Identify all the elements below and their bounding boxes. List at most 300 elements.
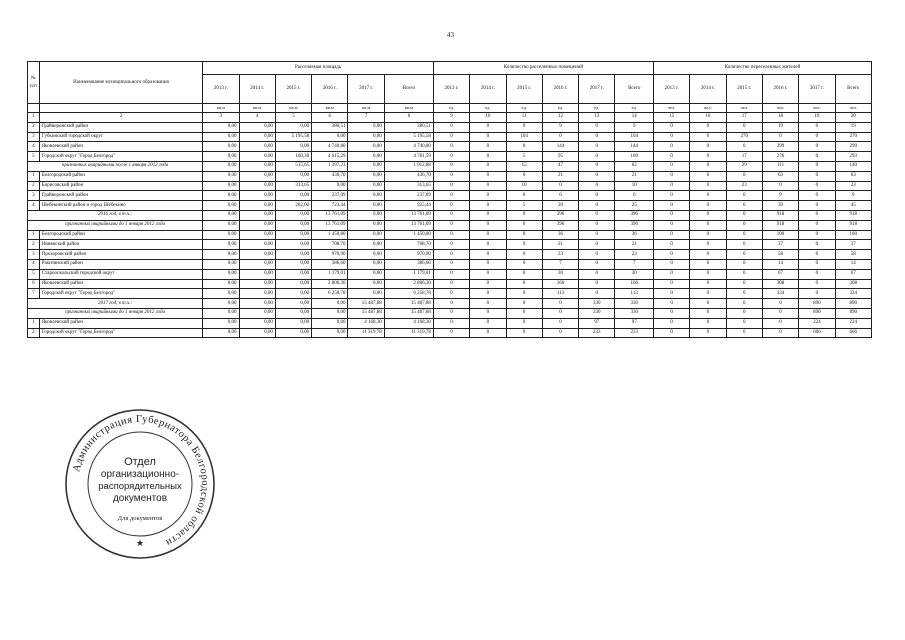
value-cell: 13 761,09 <box>384 220 433 230</box>
row-number: 1 <box>28 171 40 181</box>
year-header: Всего <box>835 75 872 104</box>
value-cell: 21 <box>615 171 653 181</box>
unit-label: чел. <box>799 104 835 113</box>
column-number: 8 <box>384 113 433 123</box>
municipality-name: Белгородский район <box>39 171 202 181</box>
unit-label: кв.м <box>239 104 275 113</box>
value-cell: 0,00 <box>239 122 275 132</box>
value-cell: 0 <box>690 318 726 328</box>
row-number: 2 <box>28 181 40 191</box>
value-cell: 0,00 <box>239 230 275 240</box>
row-number: 3 <box>28 250 40 260</box>
value-cell: 6 <box>542 191 578 201</box>
value-cell: 0,00 <box>312 308 348 318</box>
value-cell: 0 <box>690 308 726 318</box>
unit-label: чел. <box>690 104 726 113</box>
municipality-name: Яковлевский район <box>39 279 202 289</box>
value-cell: 0 <box>799 240 835 250</box>
value-cell: 0 <box>799 171 835 181</box>
value-cell: 6 258,78 <box>384 289 433 299</box>
table-row <box>28 152 872 162</box>
value-cell: 0,00 <box>239 142 275 152</box>
column-number: 13 <box>579 113 615 123</box>
value-cell: 4 740,80 <box>312 142 348 152</box>
year-header: 2014 г. <box>239 75 275 104</box>
value-cell: 1 179,01 <box>312 269 348 279</box>
unit-label: ед. <box>470 104 506 113</box>
value-cell: 113 <box>542 289 578 299</box>
value-cell: 4 781,59 <box>384 152 433 162</box>
value-cell: 0,00 <box>312 181 348 191</box>
table-row <box>28 171 872 181</box>
value-cell: 330 <box>579 299 615 309</box>
value-cell: 224 <box>835 318 872 328</box>
value-cell: 30 <box>615 269 653 279</box>
value-cell: 0,00 <box>275 308 311 318</box>
value-cell: 97 <box>579 318 615 328</box>
table-row <box>28 122 872 132</box>
value-cell: 202,00 <box>275 201 311 211</box>
row-number: 6 <box>28 279 40 289</box>
unit-label: чел. <box>762 104 798 113</box>
value-cell: 0,00 <box>203 152 239 162</box>
value-cell: 0 <box>579 152 615 162</box>
value-cell: 0 <box>506 230 542 240</box>
value-cell: 62 <box>615 161 653 171</box>
municipality-name: Старооскольский городской округ <box>39 269 202 279</box>
municipality-name: Городской округ "Город Белгород" <box>39 328 202 338</box>
value-cell: 0 <box>506 171 542 181</box>
value-cell: 0 <box>653 289 689 299</box>
value-cell: 100 <box>615 152 653 162</box>
column-number: 3 <box>203 113 239 123</box>
value-cell: 0 <box>433 240 469 250</box>
value-cell: 0 <box>579 161 615 171</box>
value-cell: 0,00 <box>348 230 384 240</box>
value-cell: 0,00 <box>275 318 311 328</box>
value-cell: 15 487,88 <box>384 299 433 309</box>
value-cell: 0,00 <box>239 132 275 142</box>
value-cell: 0 <box>433 181 469 191</box>
year-header: 2015 г. <box>506 75 542 104</box>
value-cell: 436,70 <box>312 171 348 181</box>
value-cell: 5 195,58 <box>275 132 311 142</box>
units-header-row <box>28 104 872 113</box>
value-cell: 0,00 <box>239 259 275 269</box>
value-cell: 0,00 <box>348 201 384 211</box>
value-cell: 4 168,30 <box>348 318 384 328</box>
year-header: 2013 г. <box>433 75 469 104</box>
value-cell: 0 <box>690 289 726 299</box>
value-cell: 0 <box>470 181 506 191</box>
value-cell: 0 <box>542 132 578 142</box>
value-cell: 0 <box>542 181 578 191</box>
value-cell: 0,00 <box>312 132 348 142</box>
unit-label: ед. <box>542 104 578 113</box>
value-cell: 0 <box>579 171 615 181</box>
value-cell: 0 <box>433 142 469 152</box>
value-cell: 0 <box>470 220 506 230</box>
value-cell: 0 <box>470 269 506 279</box>
value-cell: 0 <box>690 259 726 269</box>
value-cell: 0 <box>799 181 835 191</box>
value-cell: 1 450,80 <box>312 230 348 240</box>
value-cell: 0 <box>506 250 542 260</box>
value-cell: 37 <box>835 240 872 250</box>
value-cell: 0 <box>690 191 726 201</box>
value-cell: 0 <box>470 240 506 250</box>
table-row <box>28 132 872 142</box>
column-number: 9 <box>433 113 469 123</box>
municipality-name: Грайворонский район <box>39 122 202 132</box>
unit-label: ед. <box>615 104 653 113</box>
value-cell: 0,00 <box>203 132 239 142</box>
value-cell: 0 <box>506 318 542 328</box>
office-stamp <box>60 404 220 564</box>
value-cell: 29 <box>726 161 762 171</box>
value-cell: 0 <box>690 269 726 279</box>
value-cell: 0 <box>506 299 542 309</box>
stamp-line-4: документов <box>112 493 168 504</box>
value-cell: 0 <box>470 230 506 240</box>
value-cell: 0,00 <box>203 240 239 250</box>
value-cell: 0 <box>470 210 506 220</box>
section-row <box>28 220 872 230</box>
row-number: 7 <box>28 289 40 299</box>
value-cell: 0,00 <box>203 191 239 201</box>
column-number: 17 <box>726 113 762 123</box>
value-cell: 0 <box>799 161 835 171</box>
value-cell: 330 <box>615 308 653 318</box>
value-cell: 0 <box>726 279 762 289</box>
value-cell: 0,00 <box>348 132 384 142</box>
value-cell: 0 <box>690 152 726 162</box>
value-cell: 0,00 <box>239 269 275 279</box>
value-cell: 0,00 <box>275 191 311 201</box>
value-cell: 237,09 <box>312 191 348 201</box>
value-cell: 9 <box>542 122 578 132</box>
value-cell: 0 <box>653 201 689 211</box>
value-cell: 233 <box>615 328 653 338</box>
value-cell: 10 <box>506 181 542 191</box>
value-cell: 0,00 <box>348 161 384 171</box>
value-cell: 0 <box>470 279 506 289</box>
table-row <box>28 279 872 289</box>
value-cell: 111 <box>762 161 798 171</box>
value-cell: 918 <box>762 220 798 230</box>
stamp-line-5: Для документов <box>117 515 163 522</box>
section-label: признанных аварийными после 1 января 2012 года <box>28 161 203 171</box>
value-cell: 14 <box>762 259 798 269</box>
value-cell: 0 <box>653 279 689 289</box>
section-row <box>28 210 872 220</box>
column-number: 12 <box>542 113 578 123</box>
value-cell: 0 <box>506 289 542 299</box>
value-cell: 140 <box>835 161 872 171</box>
table-row <box>28 201 872 211</box>
value-cell: 15 <box>506 161 542 171</box>
value-cell: 0 <box>726 318 762 328</box>
value-cell: 4 740,80 <box>384 142 433 152</box>
value-cell: 0 <box>470 289 506 299</box>
table-row <box>28 191 872 201</box>
value-cell: 67 <box>835 269 872 279</box>
value-cell: 396 <box>542 210 578 220</box>
year-header: 2015 г. <box>275 75 311 104</box>
value-cell: 0,00 <box>239 299 275 309</box>
value-cell: 0 <box>653 230 689 240</box>
value-cell: 708,70 <box>312 240 348 250</box>
value-cell: 0,00 <box>239 250 275 260</box>
value-cell: 0,00 <box>239 152 275 162</box>
value-cell: 0 <box>653 299 689 309</box>
value-cell: 23 <box>835 181 872 191</box>
value-cell: 0 <box>799 142 835 152</box>
value-cell: 0,00 <box>203 250 239 260</box>
stamp-star-icon: ★ <box>135 538 145 548</box>
value-cell: 0 <box>653 269 689 279</box>
value-cell: 9 <box>835 191 872 201</box>
value-cell: 233 <box>579 328 615 338</box>
value-cell: 0,00 <box>348 220 384 230</box>
value-cell: 0 <box>470 142 506 152</box>
value-cell: 0 <box>726 240 762 250</box>
value-cell: 0,00 <box>312 299 348 309</box>
value-cell: 0,00 <box>203 220 239 230</box>
municipality-name: Прохоровский район <box>39 250 202 260</box>
value-cell: 39 <box>762 201 798 211</box>
value-cell: 0 <box>433 230 469 240</box>
value-cell: 0 <box>579 181 615 191</box>
value-cell: 0 <box>726 142 762 152</box>
municipality-name: Городской округ "Город Белгород" <box>39 289 202 299</box>
value-cell: 5 <box>506 152 542 162</box>
value-cell: 11 319,78 <box>348 328 384 338</box>
unit-label: чел. <box>726 104 762 113</box>
value-cell: 0 <box>542 299 578 309</box>
column-number: 10 <box>470 113 506 123</box>
value-cell: 58 <box>835 250 872 260</box>
municipality-name: Белгородский район <box>39 230 202 240</box>
value-cell: 0 <box>579 142 615 152</box>
value-cell: 0 <box>690 122 726 132</box>
value-cell: 100 <box>835 230 872 240</box>
value-cell: 0 <box>579 220 615 230</box>
value-cell: 0 <box>470 132 506 142</box>
value-cell: 0,00 <box>239 308 275 318</box>
value-cell: 0,00 <box>275 269 311 279</box>
value-cell: 0,00 <box>348 152 384 162</box>
value-cell: 0 <box>579 230 615 240</box>
value-cell: 63 <box>762 171 798 181</box>
value-cell: 1 450,80 <box>384 230 433 240</box>
value-cell: 0 <box>653 122 689 132</box>
value-cell: 918 <box>835 220 872 230</box>
value-cell: 0 <box>653 328 689 338</box>
value-cell: 0 <box>470 152 506 162</box>
value-cell: 0 <box>506 308 542 318</box>
value-cell: 0 <box>799 250 835 260</box>
municipality-name: Ракитянский район <box>39 259 202 269</box>
value-cell: 0,00 <box>348 122 384 132</box>
value-cell: 11 319,78 <box>384 328 433 338</box>
value-cell: 0 <box>653 259 689 269</box>
value-cell: 4 168,30 <box>384 318 433 328</box>
value-cell: 0,00 <box>239 201 275 211</box>
value-cell: 0 <box>762 308 798 318</box>
units-blank <box>39 104 202 113</box>
value-cell: 970,90 <box>312 250 348 260</box>
value-cell: 925,44 <box>384 201 433 211</box>
value-cell: 0 <box>799 259 835 269</box>
value-cell: 0 <box>579 122 615 132</box>
value-cell: 276 <box>762 152 798 162</box>
value-cell: 0,00 <box>203 299 239 309</box>
value-cell: 515,65 <box>275 161 311 171</box>
value-cell: 723,44 <box>312 201 348 211</box>
value-cell: 0,00 <box>239 220 275 230</box>
value-cell: 890 <box>835 308 872 318</box>
section-label: признанных аварийными до 1 января 2012 года <box>28 308 203 318</box>
value-cell: 4 615,29 <box>312 152 348 162</box>
value-cell: 0,00 <box>312 318 348 328</box>
stamp-line-2: организационно- <box>100 469 180 480</box>
value-cell: 0 <box>470 122 506 132</box>
value-cell: 5 <box>506 201 542 211</box>
value-cell: 396 <box>615 210 653 220</box>
municipality-name: Шебекинский район и город Шебекино <box>39 201 202 211</box>
year-header: 2016 г. <box>312 75 348 104</box>
value-cell: 0,00 <box>348 259 384 269</box>
value-cell: 0,00 <box>348 210 384 220</box>
value-cell: 45 <box>835 201 872 211</box>
value-cell: 0 <box>470 201 506 211</box>
unit-label: кв.м <box>312 104 348 113</box>
value-cell: 386,60 <box>384 259 433 269</box>
value-cell: 0,00 <box>203 122 239 132</box>
table-row <box>28 230 872 240</box>
value-cell: 0,00 <box>239 181 275 191</box>
year-header: 2013 г. <box>203 75 239 104</box>
value-cell: 0 <box>470 318 506 328</box>
value-cell: 0 <box>690 171 726 181</box>
value-cell: 0 <box>799 210 835 220</box>
row-number: 2 <box>28 240 40 250</box>
value-cell: 0 <box>799 152 835 162</box>
value-cell: 0,00 <box>203 308 239 318</box>
municipality-name: Яковлевский район <box>39 318 202 328</box>
value-cell: 0,00 <box>348 240 384 250</box>
value-cell: 0 <box>690 142 726 152</box>
value-cell: 0 <box>690 161 726 171</box>
value-cell: 0 <box>690 250 726 260</box>
table-row <box>28 259 872 269</box>
value-cell: 0 <box>579 289 615 299</box>
municipality-name: Ивнянский район <box>39 240 202 250</box>
value-cell: 0,00 <box>275 299 311 309</box>
value-cell: 0,00 <box>239 240 275 250</box>
value-cell: 237,09 <box>384 191 433 201</box>
value-cell: 37 <box>762 240 798 250</box>
value-cell: 0 <box>433 152 469 162</box>
value-cell: 6 <box>615 191 653 201</box>
value-cell: 67 <box>762 269 798 279</box>
value-cell: 21 <box>542 240 578 250</box>
value-cell: 0 <box>653 142 689 152</box>
value-cell: 97 <box>615 318 653 328</box>
value-cell: 0 <box>542 328 578 338</box>
year-header: 2016 г. <box>542 75 578 104</box>
value-cell: 0 <box>579 250 615 260</box>
value-cell: 0,00 <box>348 289 384 299</box>
value-cell: 330 <box>579 308 615 318</box>
value-cell: 0 <box>653 318 689 328</box>
value-cell: 270 <box>835 132 872 142</box>
value-cell: 0 <box>690 201 726 211</box>
value-cell: 0 <box>653 210 689 220</box>
value-cell: 0 <box>653 240 689 250</box>
value-cell: 0,00 <box>203 142 239 152</box>
value-cell: 36 <box>615 230 653 240</box>
value-cell: 144 <box>615 142 653 152</box>
value-cell: 396 <box>542 220 578 230</box>
value-cell: 0 <box>579 191 615 201</box>
value-cell: 0,00 <box>348 269 384 279</box>
value-cell: 0 <box>506 259 542 269</box>
value-cell: 0 <box>470 250 506 260</box>
value-cell: 0,00 <box>275 328 311 338</box>
value-cell: 47 <box>542 161 578 171</box>
value-cell: 113 <box>615 289 653 299</box>
value-cell: 160,30 <box>275 152 311 162</box>
value-cell: 0,00 <box>275 210 311 220</box>
row-number: 5 <box>28 269 40 279</box>
value-cell: 330 <box>615 299 653 309</box>
value-cell: 0 <box>470 259 506 269</box>
value-cell: 0 <box>799 191 835 201</box>
value-cell: 0 <box>470 328 506 338</box>
value-cell: 436,70 <box>384 171 433 181</box>
value-cell: 666 <box>799 328 835 338</box>
section-row <box>28 308 872 318</box>
group-rooms-header: Количество расселенных помещений <box>433 62 653 75</box>
table-body <box>28 122 872 338</box>
year-header: 2014 г. <box>470 75 506 104</box>
value-cell: 0,00 <box>239 279 275 289</box>
value-cell: 6 258,78 <box>312 289 348 299</box>
value-cell: 0 <box>690 328 726 338</box>
value-cell: 25 <box>615 201 653 211</box>
row-number: 5 <box>28 152 40 162</box>
value-cell: 0 <box>690 220 726 230</box>
municipality-name: Яковлевский район <box>39 142 202 152</box>
value-cell: 0,00 <box>348 181 384 191</box>
value-cell: 9 <box>762 191 798 201</box>
year-header: 2016 г. <box>762 75 798 104</box>
value-cell: 0,00 <box>239 171 275 181</box>
value-cell: 17 <box>726 152 762 162</box>
unit-label: кв.м <box>348 104 384 113</box>
table-row <box>28 289 872 299</box>
value-cell: 0 <box>726 259 762 269</box>
column-number: 16 <box>690 113 726 123</box>
value-cell: 0,00 <box>348 191 384 201</box>
value-cell: 396 <box>615 220 653 230</box>
value-cell: 0 <box>433 171 469 181</box>
value-cell: 918 <box>835 210 872 220</box>
value-cell: 0 <box>653 152 689 162</box>
resettlement-table <box>27 61 872 338</box>
